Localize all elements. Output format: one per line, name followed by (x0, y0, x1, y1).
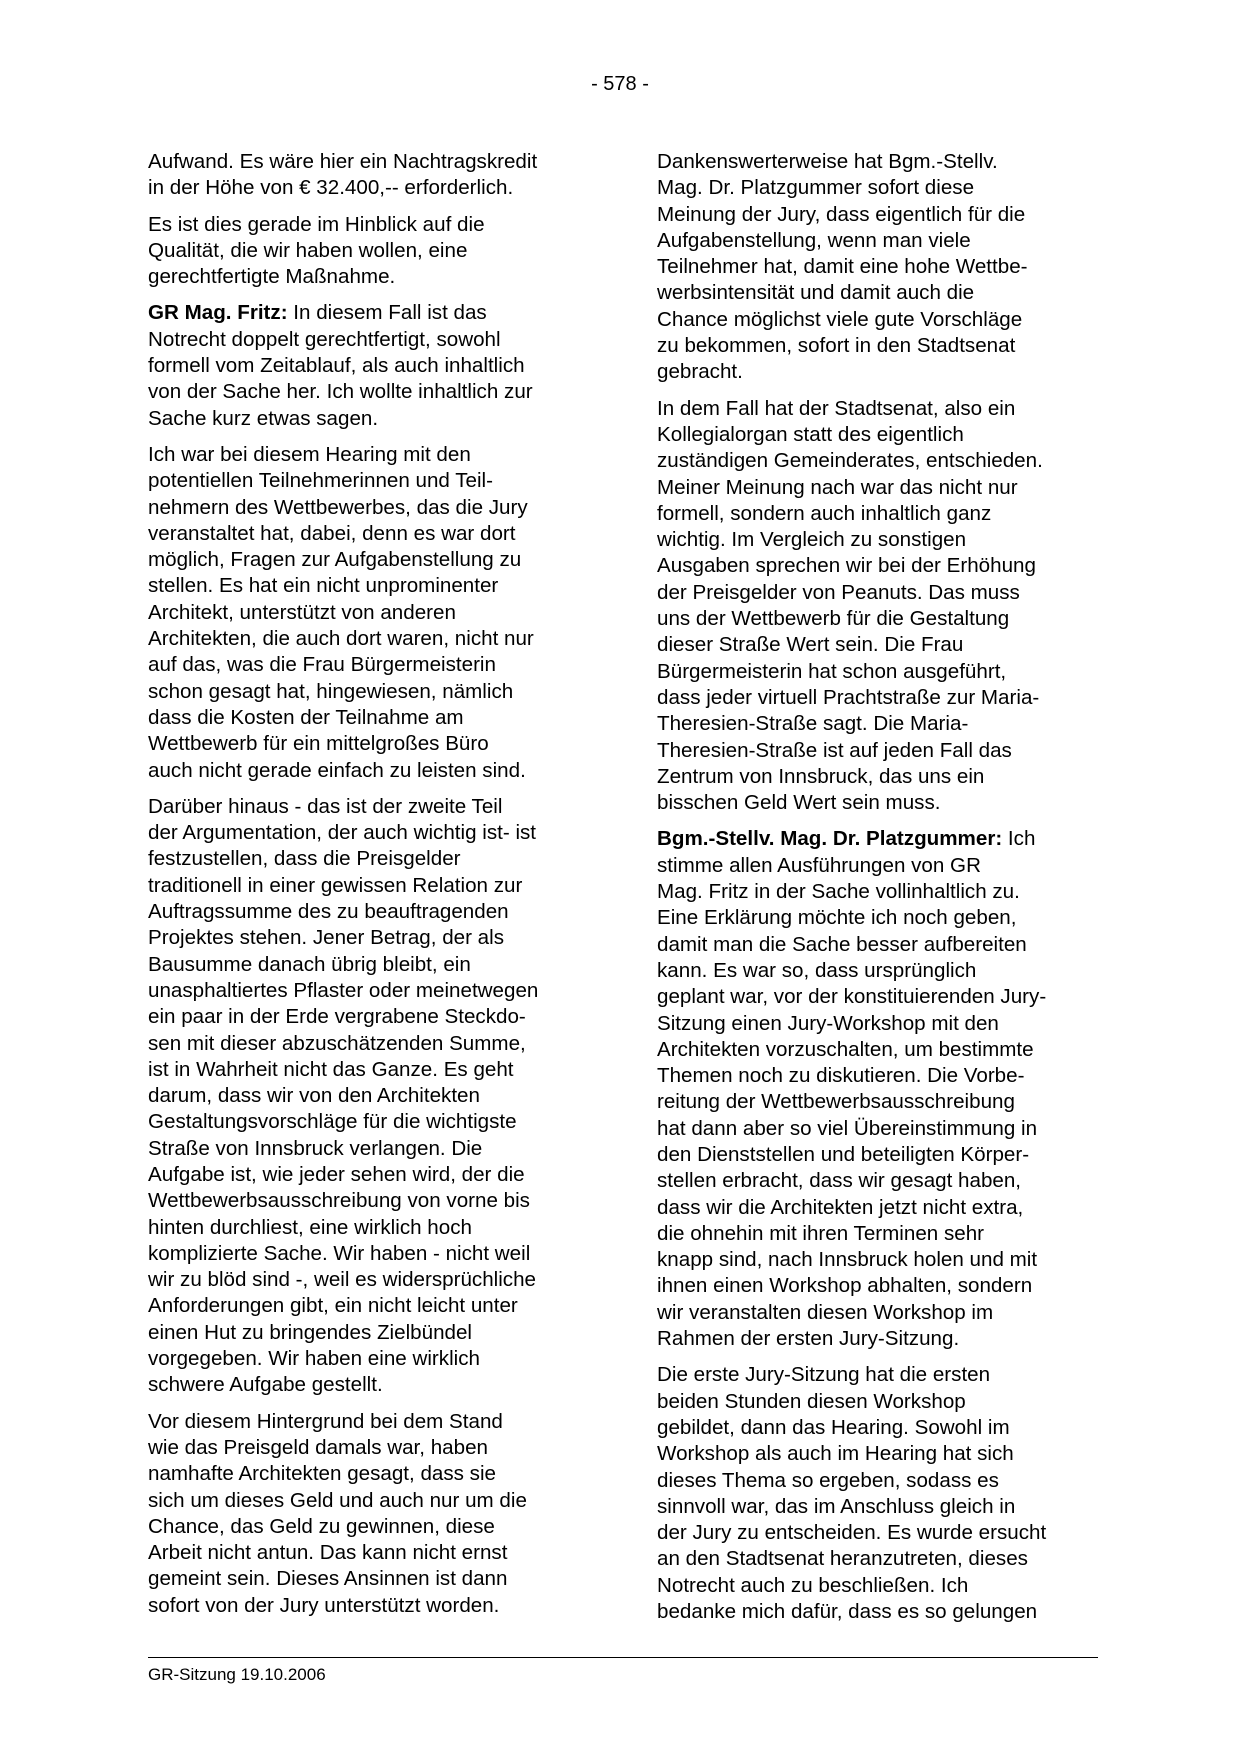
paragraph (657, 826, 1097, 1352)
paragraph (148, 300, 588, 431)
paragraph (148, 794, 588, 1399)
paragraph-text: In dem Fall hat der Stadtsenat, also ein Kollegialorgan statt des eigentlich zuständigen Gemeinderates, entschieden. Meiner Meinung nach war das nicht nur formell, sondern auch inhaltlich ganz wichtig. Im Vergleich zu sonstigen Ausgaben sprechen wir bei der Erhöhung der Preisgelder von Peanuts. Das muss uns der Wettbewerb für die Gestaltung dieser Straße Wert sein. Die Frau Bürgermeisterin hat schon ausgeführt, dass jeder virtuell Prachtstraße zur Maria- Theresien-Straße sagt. Die Maria- Theresien-Straße ist auf jeden Fall das Zentrum von Innsbruck, das uns ein bisschen Geld Wert sein muss. (657, 396, 1043, 815)
speaker-name: GR Mag. Fritz: (148, 301, 288, 325)
footer-divider (148, 1657, 1098, 1658)
paragraph-text: Ich war bei diesem Hearing mit den potentiellen Teilnehmerinnen und Teil- nehmern des Wettbewerbes, das die Jury veranstaltet hat, dabei, denn es war dort möglich, Fragen zur Aufgabenstellung zu stellen. Es hat ein nicht unprominenter Architekt, unterstützt von anderen Architekten, die auch dort waren, nicht nur auf das, was die Frau Bürgermeisterin schon gesagt hat, hingewiesen, nämlich dass die Kosten der Teilnahme am Wettbewerb für ein mittelgroßes Büro auch nicht gerade einfach zu leisten sind. (148, 442, 534, 782)
paragraph (148, 212, 588, 291)
paragraph (657, 149, 1097, 386)
paragraph (148, 1409, 588, 1619)
paragraph-text: Dankenswerterweise hat Bgm.-Stellv. Mag. Dr. Platzgummer sofort diese Meinung der Jury, dass eigentlich für die Aufgabenstellung, wenn man viele Teilnehmer hat, damit eine hohe Wettbe- werbsintensität und damit auch die Chance möglichst viele gute Vorschläge zu bekommen, sofort in den Stadtsenat gebracht. (657, 150, 1028, 384)
right-column (657, 149, 1097, 1635)
paragraph-text: Die erste Jury-Sitzung hat die ersten beiden Stunden diesen Workshop gebildet, dann das Hearing. Sowohl im Workshop als auch im Hearing hat sich dieses Thema so ergeben, sodass es sinnvoll war, das im Anschluss gleich in der Jury zu entscheiden. Es wurde ersucht an den Stadtsenat heranzutreten, dieses Notrecht auch zu beschließen. Ich bedanke mich dafür, dass es so gelungen (657, 1363, 1047, 1624)
page-number: - 578 - (591, 73, 649, 95)
speaker-name: Bgm.-Stellv. Mag. Dr. Platzgummer: (657, 827, 1003, 851)
paragraph (657, 1362, 1097, 1625)
footer-session-date: GR-Sitzung 19.10.2006 (148, 1665, 326, 1684)
paragraph-text: Darüber hinaus - das ist der zweite Teil der Argumentation, der auch wichtig ist- ist festzustellen, dass die Preisgelder traditionell in einer gewissen Relation zur Auftragssumme des zu beauftragenden Projektes stehen. Jener Betrag, der als Bausumme danach übrig bleibt, ein unasphaltiertes Pflaster oder meinetwegen ein paar in der Erde vergrabene Steckdo- sen mit dieser abzuschätzenden Summe, ist in Wahrheit nicht das Ganze. Es geht darum, dass wir von den Architekten Gestaltungsvorschläge für die wichtigste Straße von Innsbruck verlangen. Die Aufgabe ist, wie jeder sehen wird, der die Wettbewerbsausschreibung von vorne bis hinten durchliest, eine wirklich hoch komplizierte Sache. Wir haben - nicht weil wir zu blöd sind -, weil es widersprüchliche Anforderungen gibt, ein nicht leicht unter einen Hut zu bringendes Zielbündel vorgegeben. Wir haben eine wirklich schwere Aufgabe gestellt. (148, 794, 539, 1397)
paragraph (657, 396, 1097, 817)
paragraph (148, 149, 588, 202)
paragraph-text: Aufwand. Es wäre hier ein Nachtragskredit in der Höhe von € 32.400,-- erforderlich. (148, 150, 538, 200)
paragraph-text: In diesem Fall ist das Notrecht doppelt gerechtfertigt, sowohl formell vom Zeitablauf, als auch inhaltlich von der Sache her. Ich wollte inhaltlich zur Sache kurz etwas sagen. (148, 301, 533, 430)
paragraph-text: Vor diesem Hintergrund bei dem Stand wie das Preisgeld damals war, haben namhafte Architekten gesagt, dass sie sich um dieses Geld und auch nur um die Chance, das Geld zu gewinnen, diese Arbeit nicht antun. Das kann nicht ernst gemeint sein. Dieses Ansinnen ist dann sofort von der Jury unterstützt worden. (148, 1409, 527, 1617)
paragraph-text: Ich stimme allen Ausführungen von GR Mag. Fritz in der Sache vollinhaltlich zu. Eine Erklärung möchte ich noch geben, damit man die Sache besser aufbereiten kann. Es war so, dass ursprünglich geplant war, vor der konstituierenden Jury- Sitzung einen Jury-Workshop mit den Architekten vorzuschalten, um bestimmte Themen noch zu diskutieren. Die Vorbe- reitung der Wettbewerbsausschreibung hat dann aber so viel Übereinstimmung in den Dienststellen und beteiligten Körper- stellen erbracht, dass wir gesagt haben, dass wir die Architekten jetzt nicht extra, die ohnehin mit ihren Terminen sehr knapp sind, nach Innsbruck holen und mit ihnen einen Workshop abhalten, sondern wir veranstalten diesen Workshop im Rahmen der ersten Jury-Sitzung. (657, 827, 1047, 1351)
paragraph-text: Es ist dies gerade im Hinblick auf die Qualität, die wir haben wollen, eine gerechtfertigte Maßnahme. (148, 212, 485, 289)
left-column (148, 149, 588, 1629)
paragraph (148, 442, 588, 784)
